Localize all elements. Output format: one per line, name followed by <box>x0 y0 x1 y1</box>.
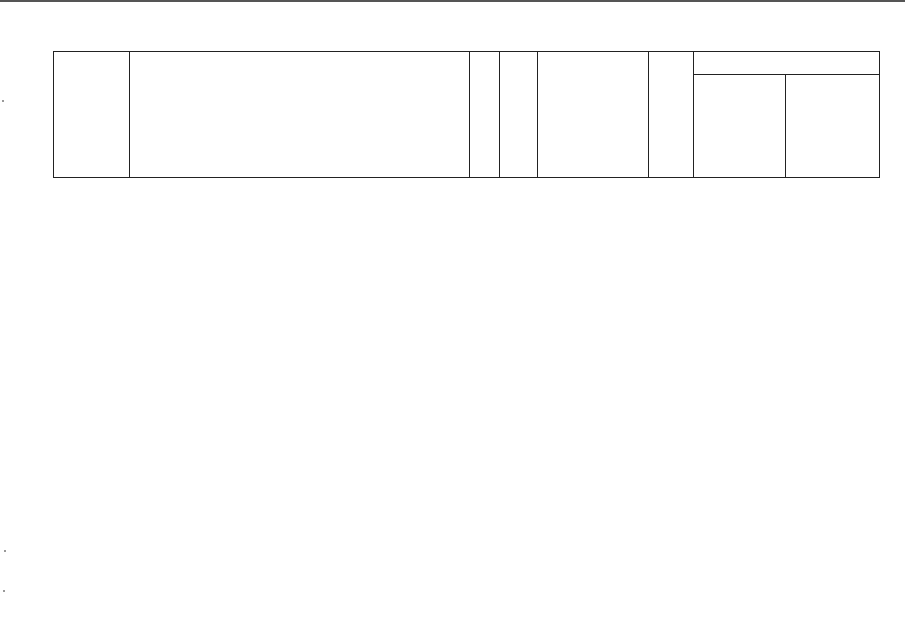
top-border-line <box>0 0 905 2</box>
header-rz <box>470 52 500 178</box>
table-header <box>53 51 880 178</box>
header-pr <box>500 52 538 178</box>
header-code <box>54 52 130 178</box>
header-total <box>694 75 786 178</box>
header-sum <box>694 52 880 75</box>
scan-speck <box>3 590 5 592</box>
header-name <box>130 52 470 178</box>
scan-speck <box>2 100 4 102</box>
header-csr <box>538 52 649 178</box>
header-vr <box>649 52 694 178</box>
scan-speck <box>4 550 6 552</box>
header-free <box>786 75 880 178</box>
